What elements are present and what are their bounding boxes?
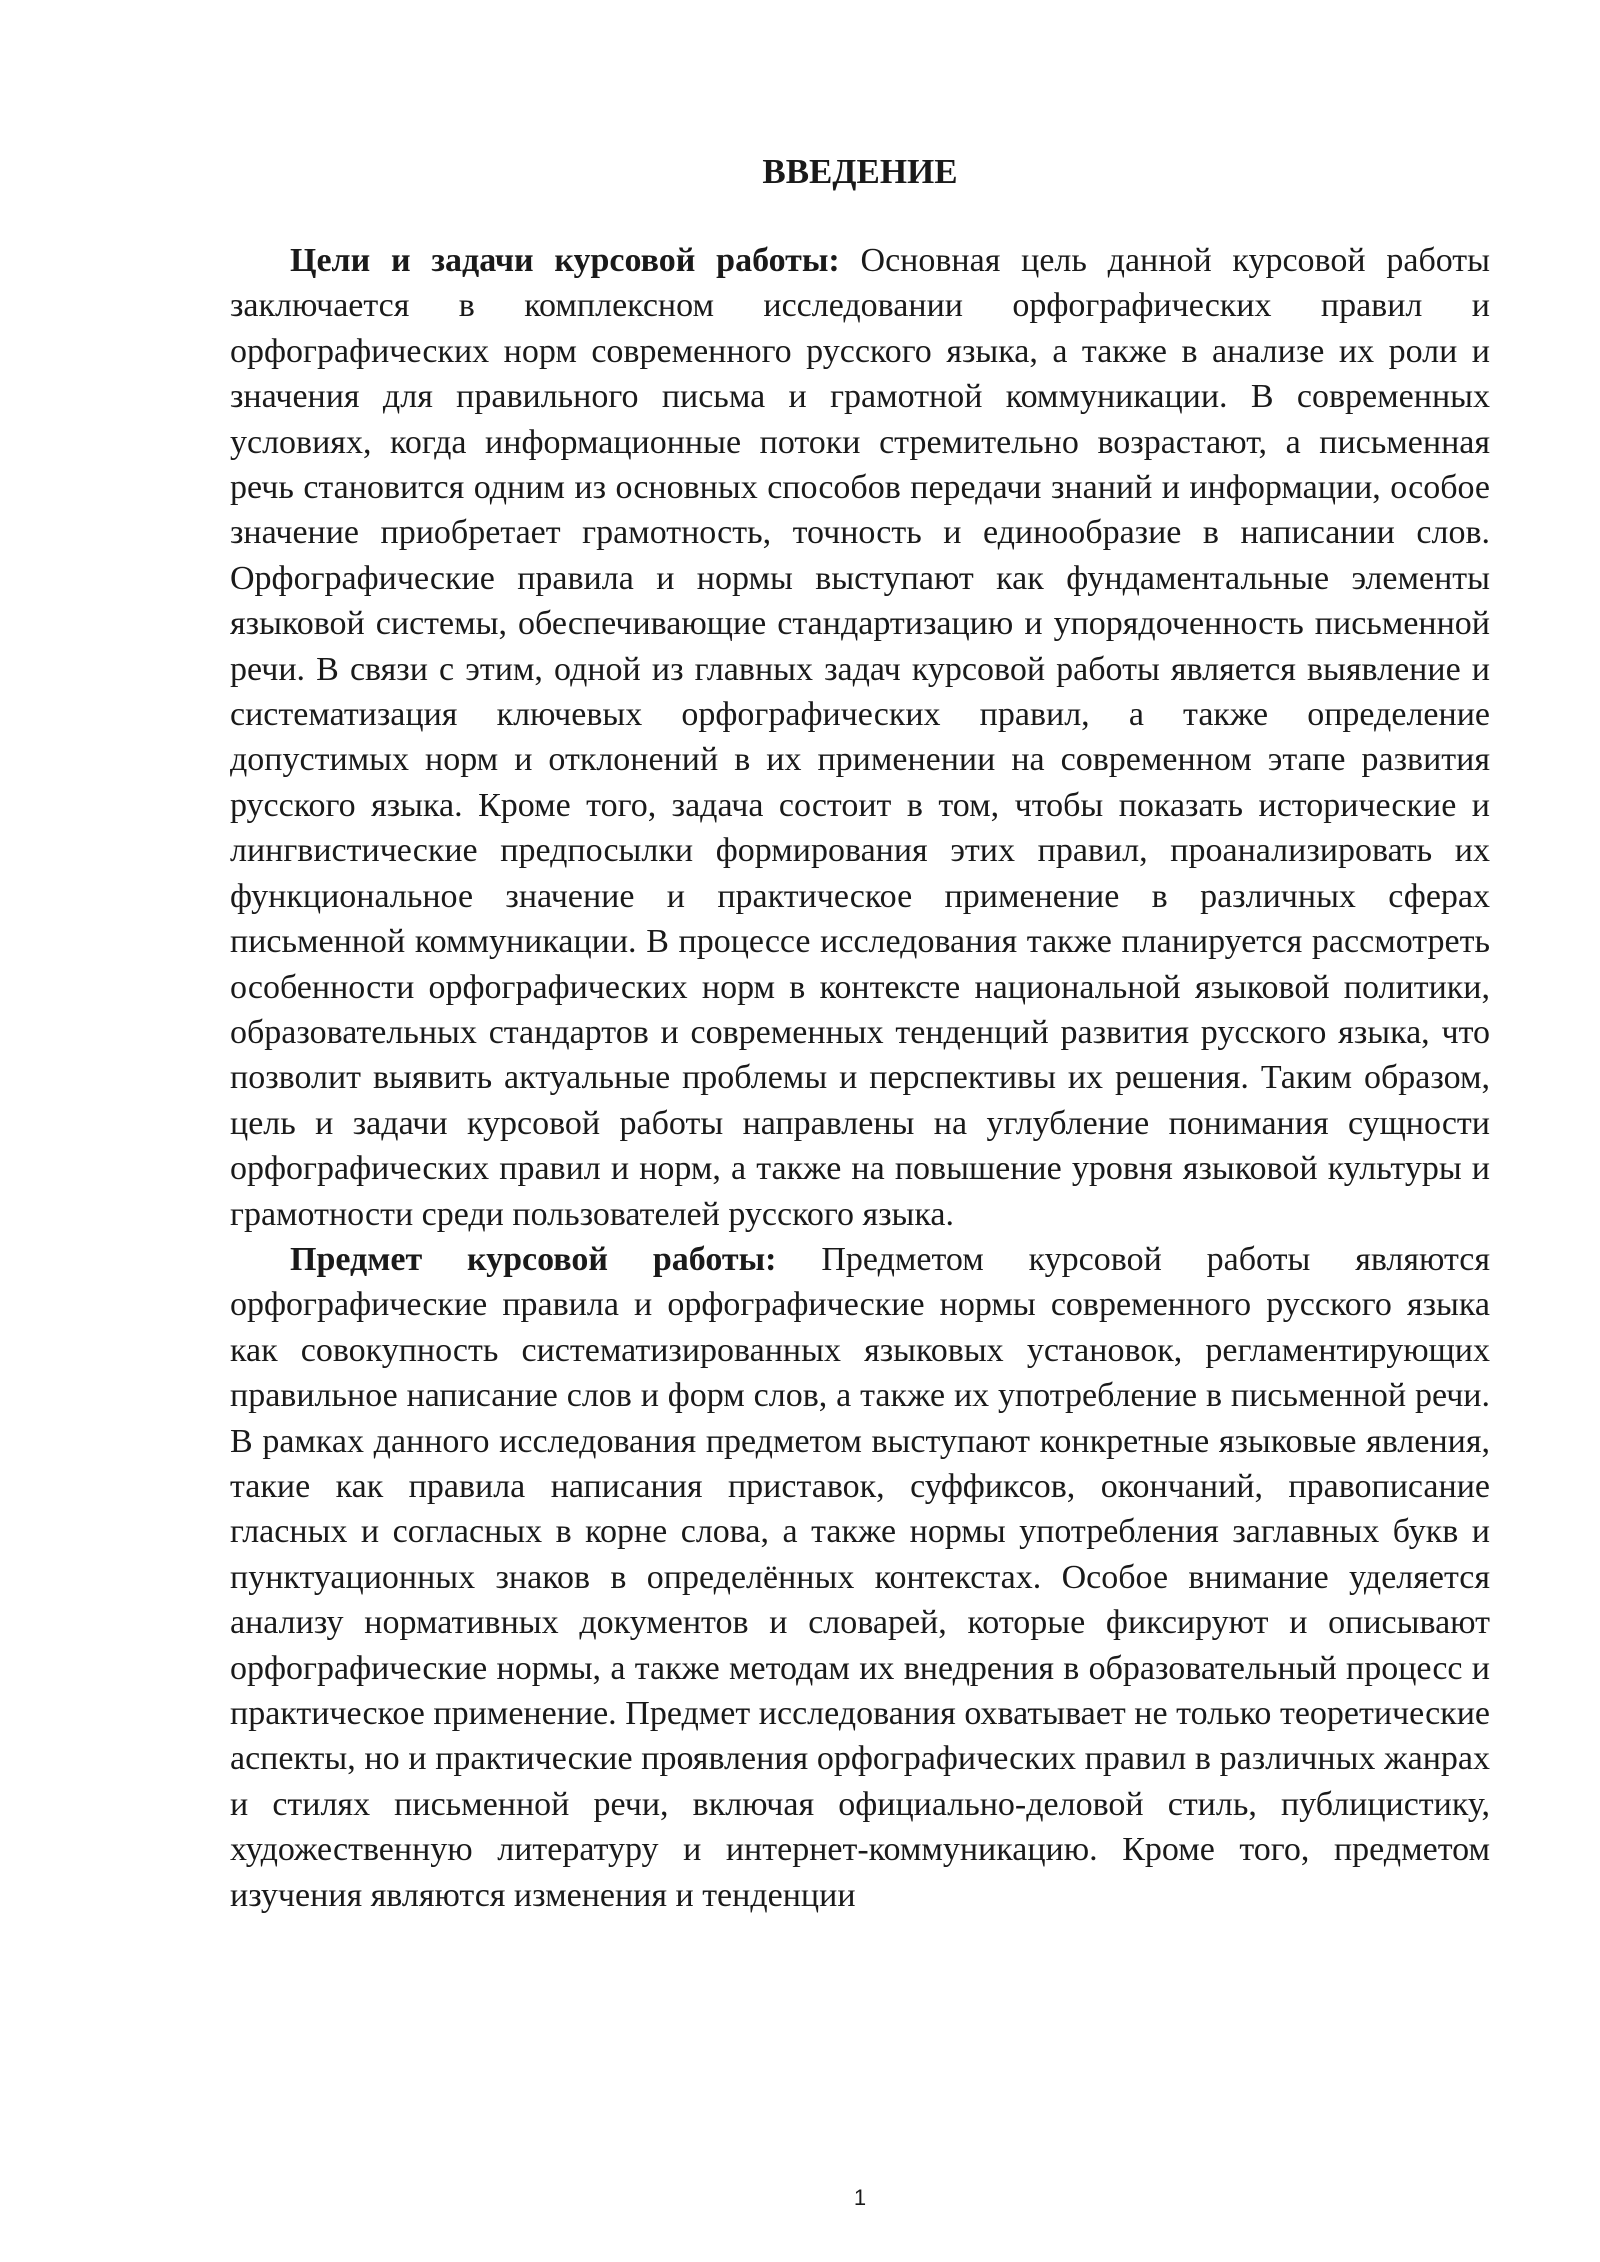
paragraph-text-subject: Предметом курсовой работы являются орфографические правила и орфографические нормы современного русского языка как совокупность систематизированных языковых установок, регламентирующих правильное написание слов и форм слов, а также их употребление в письменной речи. В рамках данного исследования предметом выступают конкретные языковые явления, такие как правила написания приставок, суффиксов, окончаний, правописание гласных и согласных в корне слова, а также нормы употребления заглавных букв и пунктуационных знаков в определённых контекстах. Особое внимание уделяется анализу нормативных документов и словарей, которые фиксируют и описывают орфографические нормы, а также методам их внедрения в образовательный процесс и практическое применение. Предмет исследования охватывает не только теоретические аспекты, но и практические проявления орфографических правил в различных жанрах и стилях письменной речи, включая официально-деловой стиль, публицистику, художественную литературу и интернет-коммуникацию. Кроме того, предметом изучения являются изменения и тенденции — [230, 1240, 1490, 1914]
section-title: ВВЕДЕНИЕ — [762, 152, 958, 191]
body-text — [230, 238, 1490, 1918]
document-page — [230, 0, 1490, 2262]
paragraph-goals — [230, 238, 1490, 1237]
paragraph-heading-goals: Цели и задачи курсовой работы: — [290, 242, 840, 279]
paragraph-text-goals: Основная цель данной курсовой работы заключается в комплексном исследовании орфографических правил и орфографических норм современного русского языка, а также в анализе их роли и значения для правильного письма и грамотной коммуникации. В современных условиях, когда информационные потоки стремительно возрастают, а письменная речь становится одним из основных способов передачи знаний и информации, особое значение приобретает грамотность, точность и единообразие в написании слов. Орфографические правила и нормы выступают как фундаментальные элементы языковой системы, обеспечивающие стандартизацию и упорядоченность письменной речи. В связи с этим, одной из главных задач курсовой работы является выявление и систематизация ключевых орфографических правил, а также определение допустимых норм и отклонений в их применении на современном этапе развития русского языка. Кроме того, задача состоит в том, чтобы показать исторические и лингвистические предпосылки формирования этих правил, проанализировать их функциональное значение и практическое применение в различных сферах письменной коммуникации. В процессе исследования также планируется рассмотреть особенности орфографических норм в контексте национальной языковой политики, образовательных стандартов и современных тенденций развития русского языка, что позволит выявить актуальные проблемы и перспективы их решения. Таким образом, цель и задачи курсовой работы направлены на углубление понимания сущности орфографических правил и норм, а также на повышение уровня языковой культуры и грамотности среди пользователей русского языка. — [230, 242, 1490, 1233]
page-number: 1 — [853, 2185, 867, 2210]
paragraph-heading-subject: Предмет курсовой работы: — [290, 1240, 777, 1278]
paragraph-subject — [230, 1237, 1490, 1918]
